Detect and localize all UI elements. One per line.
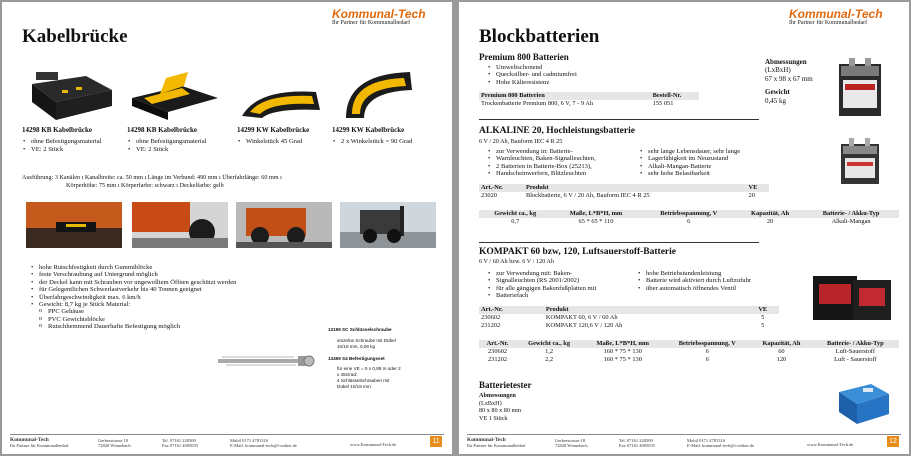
- table-header-cell: Gewicht ca., kg: [528, 340, 571, 347]
- alkaline-product-table: [479, 184, 769, 200]
- battery-tester-image: [831, 378, 895, 428]
- product-name: 14298 KB Kabelbrücke: [127, 126, 198, 134]
- footer-tel: Tel. 07161 220500: [619, 438, 653, 443]
- dims-unit: (LxBxH): [479, 399, 502, 407]
- weight-value: 0,45 kg: [765, 96, 786, 105]
- bullet-continuation: [496, 292, 596, 299]
- right-page: [459, 2, 909, 454]
- photo-forklift-crossing: [236, 202, 332, 248]
- table-cell: 6: [687, 218, 691, 225]
- material-item: o PVC Gewichtsblöcke: [48, 316, 330, 323]
- footer-phone: [619, 438, 655, 448]
- table-header-cell: Betriebsspannung, V: [660, 210, 718, 217]
- section-divider: [479, 119, 759, 120]
- cable-bridge-image-1: [26, 66, 116, 122]
- product-card: [332, 126, 447, 146]
- footer-email[interactable]: E-Mail: kommunal-tech@t-online.de: [687, 443, 754, 448]
- page-title: Blockbatterien: [479, 26, 600, 47]
- table-cell: 20: [766, 218, 774, 225]
- table-header-cell: Betriebsspannung, V: [678, 340, 736, 347]
- bullet: • 2 x Winkelstück = 90 Grad: [341, 138, 447, 145]
- bullet: • Batterie wird aktiviert durch Luftzufuhr: [646, 277, 751, 284]
- footer-company-name: Kommunal-Tech: [10, 437, 49, 443]
- features-block: [30, 264, 330, 331]
- premium-battery-image: [835, 56, 885, 118]
- table-row: [479, 100, 699, 108]
- footer-rule: [467, 434, 901, 435]
- table-header-cell: VE: [748, 184, 758, 191]
- screw-title: 13159 SC Schlüsselschraube: [328, 327, 392, 332]
- footer-address-line: 72820 Winnebach: [555, 443, 588, 448]
- footer-tel: Tel. 07161 220500: [162, 438, 196, 443]
- dims-value: 80 x 80 x 80 mm: [479, 407, 522, 415]
- bullet: • Quecksilber- und cadmiumfrei: [496, 71, 577, 78]
- bullet: • Alkali-Mangan-Batterie: [648, 163, 740, 170]
- product-bullets: [127, 138, 237, 153]
- table-row: [479, 192, 769, 200]
- page-number: 12: [887, 436, 899, 447]
- bullet: • 2 Batterien in Batterie-Box (25213),: [496, 163, 596, 170]
- footer-slogan: Ihr Partner für Kommunalbedarf: [467, 443, 526, 448]
- footer-company: [467, 438, 526, 448]
- photo-bridge-closeup: [26, 202, 122, 248]
- table-header-cell: Art.-Nr.: [481, 184, 503, 191]
- alkaline-subtitle: 6 V / 20 Ah, Bauform IEC 4 R 25: [479, 138, 563, 145]
- table-header-cell: Gewicht ca., kg: [494, 210, 537, 217]
- table-cell: 0,7: [511, 218, 520, 225]
- bullet-text: Batteriefach: [496, 292, 529, 300]
- table-header-cell: Maße, L*B*H, mm: [569, 210, 623, 217]
- table-cell: 60: [778, 348, 785, 355]
- footer-website[interactable]: www.Kommunal-Tech.de: [350, 442, 397, 447]
- set-detail: [328, 366, 438, 390]
- product-name: 14298 KB Kabelbrücke: [22, 126, 93, 134]
- footer-address: [555, 438, 588, 448]
- bullet-continuation: [646, 285, 751, 292]
- feature-item: • hohe Rutschfestigkeit durch Gummiblöcke: [39, 264, 330, 271]
- dims-label: Abmessungen: [765, 58, 807, 66]
- footer-company-name: Kommunal-Tech: [467, 437, 506, 443]
- footer-slogan: Ihr Partner für Kommunalbedarf: [10, 443, 69, 448]
- footer-email[interactable]: E-Mail: kommunal-tech@t-online.de: [230, 443, 297, 448]
- brand-tagline: Ihr Partner für Kommunalbedarf: [332, 20, 411, 26]
- table-row: [479, 218, 899, 226]
- table-cell: 20: [748, 192, 755, 199]
- product-bullets: [237, 138, 337, 145]
- table-row: [479, 356, 899, 364]
- footer-address: [98, 438, 131, 448]
- cable-bridge-angle-45-image: [238, 84, 324, 120]
- table-header: [479, 306, 779, 314]
- dims-unit: (LxBxH): [765, 66, 791, 75]
- table-cell: 231202: [487, 356, 508, 363]
- footer-mobile: Mobil 0171 4781316: [687, 438, 726, 443]
- alkaline-bullets-left: [487, 148, 596, 178]
- bullet: • Handscheinwerfern, Blitzleuchten: [496, 170, 596, 177]
- set-detail-line: für eine VE = 5 x 0,89 m oder 2: [337, 366, 401, 371]
- footer-rule: [10, 434, 444, 435]
- bullet: • Winkelstück 45 Grad: [246, 138, 337, 145]
- product-bullets: [332, 138, 447, 145]
- tester-title: Batterietester: [479, 380, 532, 390]
- table-header: [479, 92, 699, 100]
- material-item: o PPC Gehäuse: [48, 308, 330, 315]
- bullet: • zur Verwendung mit: Baken-: [496, 270, 596, 277]
- table-row: [479, 314, 779, 322]
- bullet: • Hohe Kälteresistenz: [496, 79, 577, 86]
- alkaline-battery-image: [837, 136, 883, 186]
- table-cell: 230602: [487, 348, 508, 355]
- tester-info: [479, 392, 521, 422]
- kompakt-battery-image: [809, 270, 895, 322]
- footer-website[interactable]: www.Kommunal-Tech.de: [807, 442, 854, 447]
- table-header-cell: Maße, L*B*H, mm: [596, 340, 650, 347]
- bullet-continuation: [496, 155, 596, 162]
- screw-detail-line: einzelne Schraube mit Dübel: [337, 338, 396, 343]
- kompakt-spec-table: [479, 340, 899, 364]
- table-cell: 160 * 75 * 130: [603, 356, 642, 363]
- table-header-cell: Kapazität, Ah: [762, 340, 801, 347]
- kompakt-bullets-right: [637, 270, 751, 292]
- alkaline-bullets-right: [639, 148, 740, 178]
- table-cell: 6: [705, 356, 709, 363]
- bullet: • sehr lange Lebensdauer, sehr lange: [648, 148, 740, 155]
- table-header-cell: Produkt: [545, 306, 569, 313]
- premium-bullets: [487, 64, 577, 86]
- page-number: 11: [430, 436, 442, 447]
- brand-logo: Kommunal-Tech: [789, 7, 883, 21]
- material-item: o Rutschhemmend Dauerhafte Befestigung möglich: [48, 323, 330, 330]
- feature-item: • der Deckel kann mit Schrauben vor ungewolltem Öffnen geschützt werden: [39, 279, 330, 286]
- premium-title: Premium 800 Batterien: [479, 52, 569, 62]
- kompakt-product-table: [479, 306, 779, 330]
- bullet-continuation: [496, 277, 596, 284]
- table-cell: 231202: [481, 322, 501, 329]
- cable-bridge-angle-90-image: [340, 68, 420, 120]
- bullet: • zur Verwendung in: Batterie-: [496, 148, 596, 155]
- set-detail-line: 4 Schlüsselschrauben mit: [337, 378, 390, 383]
- page-title: Kabelbrücke: [22, 26, 128, 47]
- footer-phone: [162, 438, 198, 448]
- table-header-cell: Bestell-Nr.: [652, 92, 682, 99]
- table-header: [479, 184, 769, 192]
- footer-address-line: Gerberstrasse 18: [555, 438, 586, 443]
- bullet: • hohe Betriebstundenleistung: [646, 270, 751, 277]
- bullet: • für alle gängigen Bakenfußplatten mit: [496, 285, 596, 292]
- premium-table: [479, 92, 699, 108]
- footer-address-line: 72820 Winnebach: [98, 443, 131, 448]
- table-cell: Trockenbatterie Premium 800, 6 V, 7 - 9 Ah: [481, 100, 594, 107]
- features-list: [30, 264, 330, 308]
- screw-detail: [328, 338, 438, 350]
- footer-contact: [230, 438, 297, 448]
- screw-info: [328, 327, 438, 390]
- photo-forklift-wheel: [132, 202, 228, 248]
- footer-address-line: Gerberstrasse 18: [98, 438, 129, 443]
- bullet: • VE: 2 Stück: [136, 146, 237, 153]
- product-name: 14299 KW Kabelbrücke: [332, 126, 405, 134]
- bullet-text: Signalleuchten (RS 2001/2002): [496, 277, 580, 285]
- table-cell: Blockbatterie, 6 V / 20 Ah, Bauform IEC 4 R 25: [525, 192, 650, 199]
- table-cell: 120: [776, 356, 787, 363]
- dims-value: 67 x 98 x 67 mm: [765, 74, 813, 83]
- execution-line-2: Körperhöhe: 75 mm ı Körperfarbe: schwarz ı Deckelfarbe: gelb: [66, 182, 224, 189]
- execution-line-1: Ausführung: 3 Kanälen ı Kanalbreite: ca. 50 mm ı Länge im Verbund: 490 mm ı Überfahrlänge: 60 mm ı: [22, 174, 282, 181]
- table-header-cell: Produkt: [525, 184, 549, 191]
- packing-unit: VE 1 Stück: [479, 414, 508, 422]
- feature-item: • Gewicht: 8,7 kg je Stück Material:: [39, 301, 330, 308]
- footer-contact: [687, 438, 754, 448]
- table-cell: 23020: [481, 192, 497, 199]
- table-cell: Luft-Sauerstoff: [835, 348, 875, 355]
- product-card: [237, 126, 337, 146]
- bullet: • ohne Befestigungsmaterial: [31, 138, 127, 145]
- product-card: [22, 126, 127, 153]
- alkaline-title: ALKALINE 20, Hochleistungsbatterie: [479, 126, 635, 136]
- product-name: 14299 KW Kabelbrücke: [237, 126, 310, 134]
- table-cell: 6: [705, 348, 709, 355]
- table-cell: 65 * 65 * 110: [578, 218, 614, 225]
- table-cell: Alkali-Mangan: [831, 218, 871, 225]
- table-header-cell: Art.-Nr.: [486, 340, 509, 347]
- table-header-cell: VE: [758, 306, 768, 313]
- table-header-cell: Batterie- / Akku-Typ: [822, 210, 880, 217]
- bullet: • ohne Befestigungsmaterial: [136, 138, 237, 145]
- table-cell: 2,2: [545, 356, 554, 363]
- footer-company: [10, 438, 69, 448]
- product-card: [127, 126, 237, 153]
- brand-tagline: Ihr Partner für Kommunalbedarf: [789, 20, 868, 26]
- set-title: 13459 S4 Befestigungsset: [328, 356, 385, 361]
- kompakt-subtitle: 6 V / 60 Ah bzw. 6 V / 120 Ah: [479, 258, 554, 265]
- photo-heavy-forklift: [340, 202, 436, 248]
- table-header: [479, 210, 899, 218]
- bullet: • sehr hohe Belastbarkeit: [648, 170, 740, 177]
- bullet: • Lagerfähigkeit im Neuzustand: [648, 155, 740, 162]
- bullet-text: über automatisch öffnendes Ventil: [646, 284, 737, 292]
- bullet: • Umweltschonend: [496, 64, 577, 71]
- dims-label: Abmessungen: [479, 392, 516, 399]
- table-cell: 160 * 75 * 130: [603, 348, 642, 355]
- table-header-cell: Art.-Nr.: [481, 306, 503, 313]
- table-cell: KOMPAKT 60, 6 V / 60 Ah: [545, 314, 618, 321]
- table-row: [479, 348, 899, 356]
- feature-item: • für Gelegentlichen Schwerlastverkehr bis 40 Tonnen geeignet: [39, 286, 330, 293]
- table-cell: 1,2: [545, 348, 554, 355]
- table-cell: 230602: [481, 314, 501, 321]
- kompakt-bullets-left: [487, 270, 596, 300]
- bullet: • VE: 2 Stück: [31, 146, 127, 153]
- table-header-cell: Kapazität, Ah: [751, 210, 790, 217]
- weight-label: Gewicht: [765, 88, 790, 97]
- table-row: [479, 322, 779, 330]
- table-header: [479, 340, 899, 348]
- table-cell: KOMPAKT 120,6 V / 120 Ah: [545, 322, 623, 329]
- table-header-cell: Premium 800 Batterien: [481, 92, 545, 99]
- feature-item: • Überfahrgeschwindigkeit max. 6 km/h: [39, 294, 330, 301]
- set-detail-line: Dübel 10/18 mm: [337, 384, 371, 389]
- kompakt-title: KOMPAKT 60 bzw, 120, Luftsauerstoff-Batterie: [479, 247, 677, 257]
- table-cell: 5: [761, 314, 765, 321]
- cable-bridge-image-2: [130, 64, 220, 122]
- brand-logo: Kommunal-Tech: [332, 7, 426, 21]
- materials-list: [30, 308, 330, 330]
- premium-dims: [765, 58, 813, 105]
- alkaline-spec-table: [479, 210, 899, 226]
- screw-image: [216, 352, 316, 370]
- footer-fax: Fax 07161 4005035: [162, 443, 198, 448]
- table-header-cell: Batterie- / Akku-Typ: [826, 340, 884, 347]
- table-cell: 155 051: [652, 100, 674, 107]
- section-divider: [479, 242, 759, 243]
- left-page: [2, 2, 452, 454]
- screw-detail-line: 10/18 mm, 0,08 kg: [337, 344, 376, 349]
- table-cell: Luft - Sauerstoff: [834, 356, 877, 363]
- footer-fax: Fax 07161 4005035: [619, 443, 655, 448]
- set-detail-line: x 45Grad:: [337, 372, 358, 377]
- bullet-text: Warnleuchten, Baken-Signalleuchten,: [496, 155, 596, 163]
- table-cell: 5: [761, 322, 765, 329]
- feature-item: • feste Verschraubung auf Untergrund möglich: [39, 271, 330, 278]
- product-bullets: [22, 138, 127, 153]
- footer-mobile: Mobil 0171 4781316: [230, 438, 269, 443]
